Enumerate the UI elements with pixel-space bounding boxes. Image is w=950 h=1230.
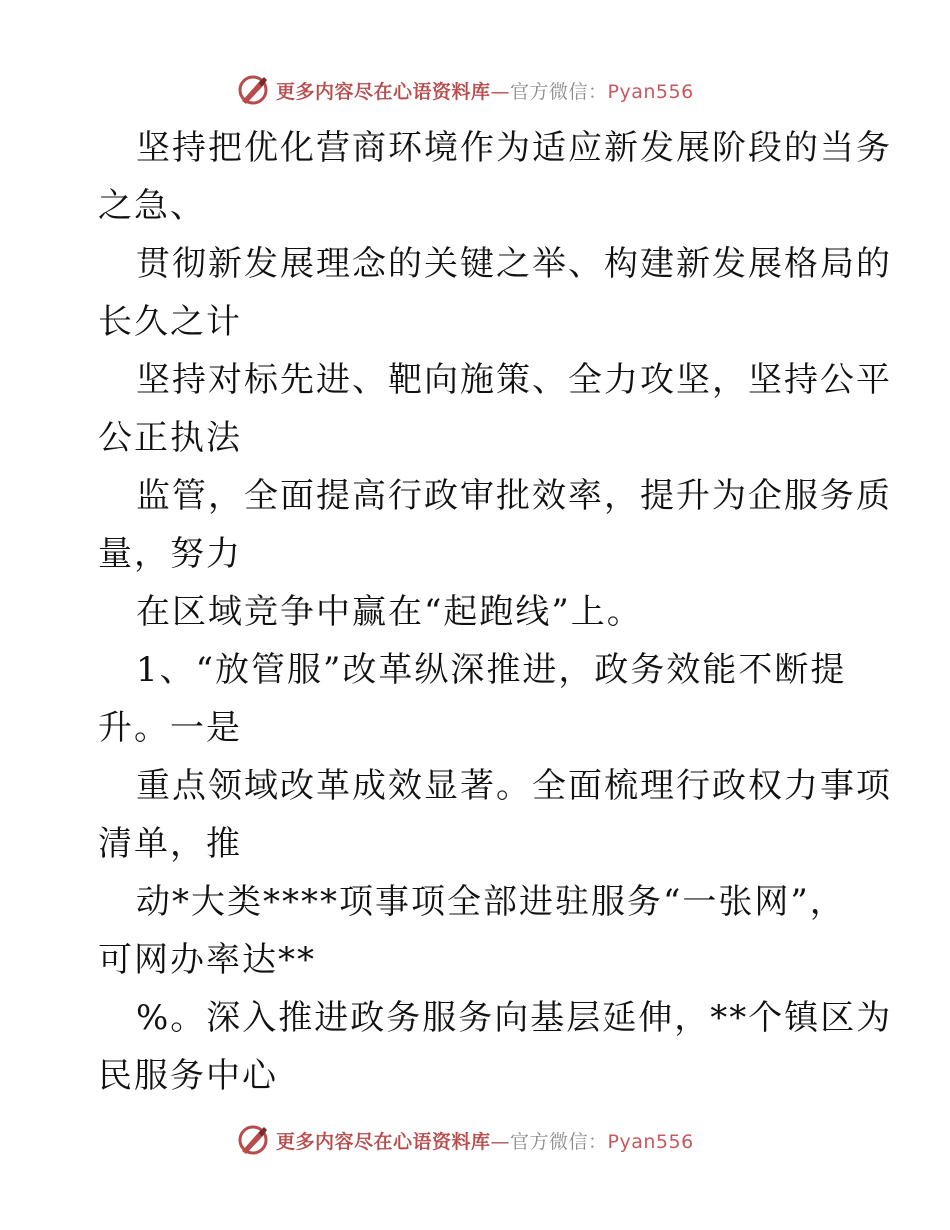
watermark-official-label: 官方微信： [510,1130,608,1153]
text-line: 监管，全面提高行政审批效率，提升为企服务质 [136,476,892,516]
text-line: 长久之计 [98,302,242,342]
text-line: 坚持对标先进、靶向施策、全力攻坚，坚持公平 [136,360,892,400]
text-line: 动*大类****项事项全部进驻服务“一张网”， [136,882,846,922]
text-line: 公正执法 [98,418,242,458]
text-line: 清单，推 [98,824,242,864]
watermark-dash: — [490,1130,511,1153]
watermark-official-label: 官方微信： [510,80,608,103]
watermark-dash: — [490,80,511,103]
text-line: 在区域竞争中赢在“起跑线”上。 [136,592,643,632]
text-line: 之急、 [98,186,206,226]
text-line: 升。一是 [98,708,242,748]
text-line: 贯彻新发展理念的关键之举、构建新发展格局的 [136,244,892,284]
watermark-brand: 更多内容尽在心语资料库 [276,1130,491,1153]
text-line: 重点领域改革成效显著。全面梳理行政权力事项 [136,766,892,806]
watermark-text [276,1127,694,1154]
watermark-wechat-id: Pyan556 [607,1130,694,1153]
watermark-wechat-id: Pyan556 [607,80,694,103]
footer-watermark [236,1122,756,1158]
text-line: 民服务中心 [98,1056,278,1096]
text-line: 坚持把优化营商环境作为适应新发展阶段的当务 [136,128,892,168]
text-line: %。深入推进政务服务向基层延伸，**个镇区为 [136,998,893,1038]
text-line: 量，努力 [98,534,242,574]
text-line: 可网办率达** [98,940,316,980]
text-line: 1、“放管服”改革纵深推进，政务效能不断提 [136,650,847,690]
pen-logo-icon [236,1123,270,1157]
watermark-brand: 更多内容尽在心语资料库 [276,80,491,103]
